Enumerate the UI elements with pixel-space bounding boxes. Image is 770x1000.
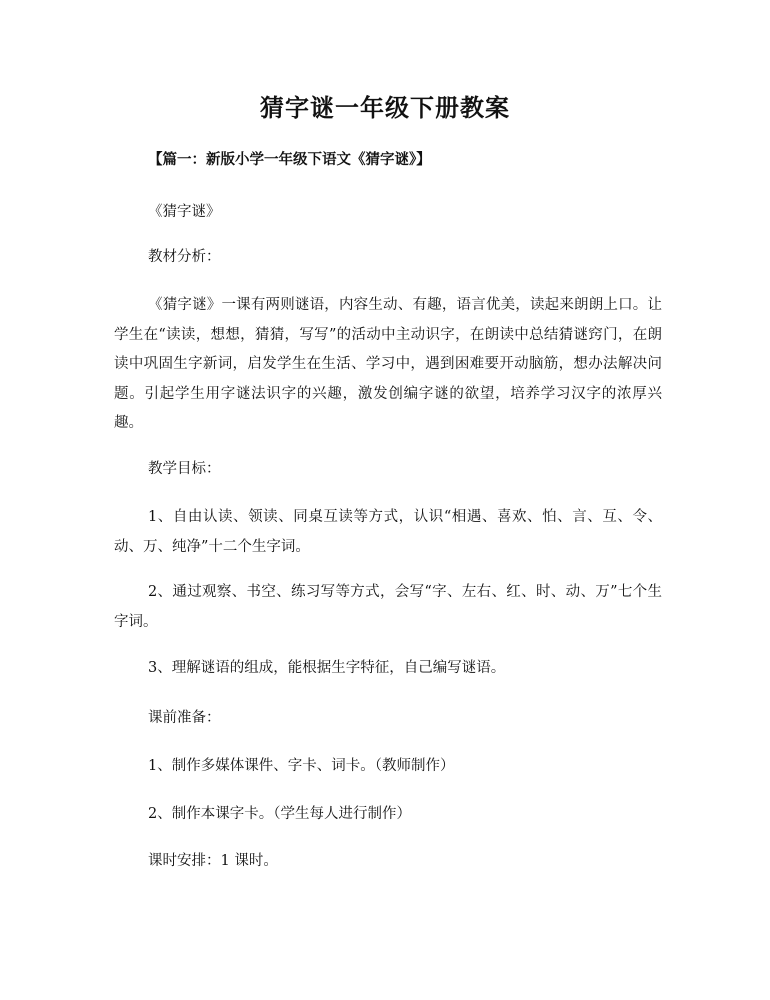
material-analysis-paragraph: 《猜字谜》一课有两则谜语，内容生动、有趣，语言优美，读起来朗朗上口。让学生在“读读，想想，猜猜，写写”的活动中主动识字，在朗读中总结猜谜窍门，在朗读中巩固生字新词，启发学生在生活、学习中，遇到困难要开动脑筋，想办法解决问题。引起学生用字谜法识字的兴趣，激发创编字谜的欲望，培养学习汉字的浓厚兴趣。 xyxy=(114,297,662,431)
section-heading: 【篇一：新版小学一年级下语文《猜字谜》】 xyxy=(148,151,431,168)
goal-item-2: 2、通过观察、书空、练习写等方式，会写“字、左右、红、时、动、万”七个生字词。 xyxy=(114,584,662,630)
preparation-item-1: 1、制作多媒体课件、字卡、词卡。（教师制作） xyxy=(148,758,455,774)
document-title: 猜字谜一年级下册教案 xyxy=(260,93,510,122)
preparation-label: 课前准备： xyxy=(148,710,221,726)
schedule-line: 课时安排：1 课时。 xyxy=(148,853,278,869)
goal-item-1: 1、自由认读、领读、同桌互读等方式，认识“相遇、喜欢、怕、言、互、令、动、万、纯净”十二个生字词。 xyxy=(114,509,662,555)
preparation-item-2: 2、制作本课字卡。（学生每人进行制作） xyxy=(148,806,411,822)
lesson-name: 《猜字谜》 xyxy=(148,204,221,220)
material-analysis-label: 教材分析： xyxy=(148,249,221,265)
teaching-goals-label: 教学目标： xyxy=(148,461,221,477)
goal-item-3: 3、理解谜语的组成，能根据生字特征，自己编写谜语。 xyxy=(148,660,506,676)
